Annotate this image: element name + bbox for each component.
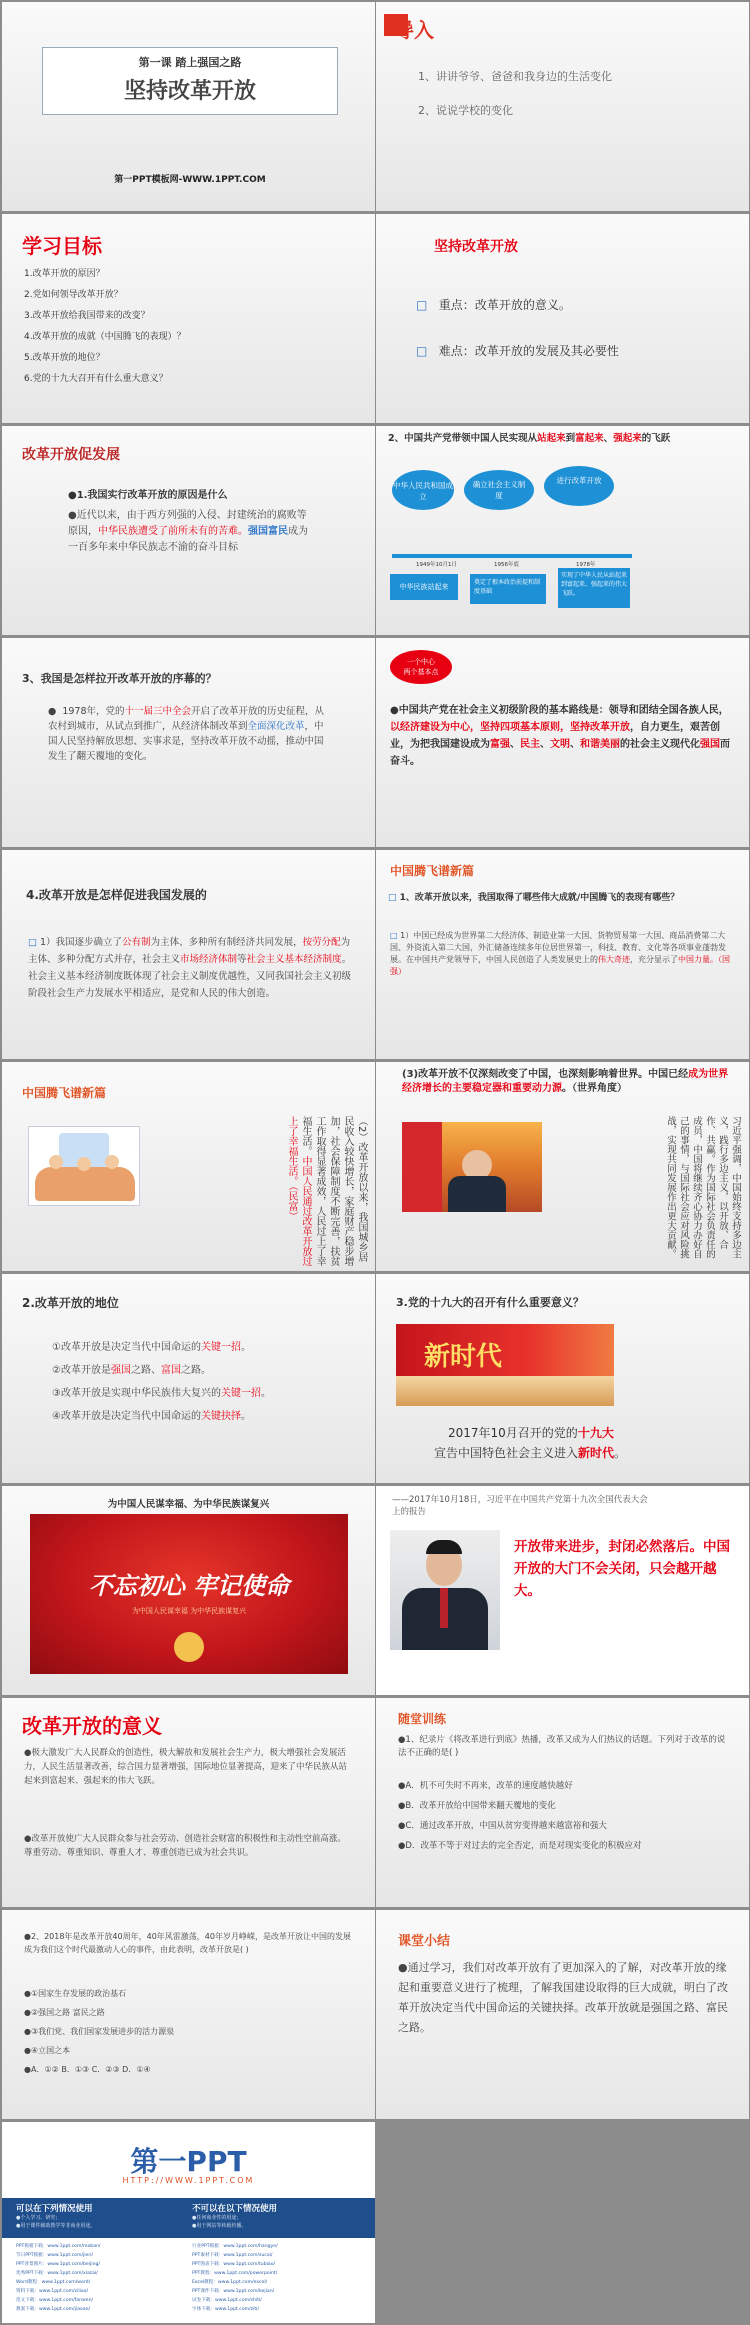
link-item[interactable]: 试卷下载：www.1ppt.com/shiti/ bbox=[192, 2298, 262, 2303]
question: ●1、纪录片《将改革进行到底》热播，改革又成为人们热议的话题。下列对于改革的说法不正确的是( ) bbox=[398, 1735, 726, 1758]
slide-heading: 导入 bbox=[394, 18, 434, 42]
link-item[interactable]: PPT模板下载：www.1ppt.com/moban/ bbox=[16, 2244, 101, 2249]
slide-heading: 课堂小结 bbox=[398, 1934, 451, 1949]
slide-heading: 改革开放促发展 bbox=[22, 447, 120, 463]
option-item: ●C．通过改革开放，中国从贫穷变得越来越富裕和强大 bbox=[398, 1821, 607, 1831]
slide-heading: 改革开放的意义 bbox=[22, 1714, 162, 1738]
slide-quote bbox=[376, 1486, 749, 1695]
slide-basic-line bbox=[376, 638, 749, 847]
slide-title bbox=[2, 2, 375, 211]
link-item[interactable]: PPT背景图片：www.1ppt.com/beijing/ bbox=[16, 2262, 100, 2267]
slide-reform-reason bbox=[2, 426, 375, 635]
timeline-bubble: 中华人民共和国成立 bbox=[392, 470, 454, 510]
option-item: ●④立国之本 bbox=[24, 2046, 71, 2055]
slide-achievements bbox=[376, 850, 749, 1059]
link-item[interactable]: 范文下载：www.1ppt.com/fanwen/ bbox=[16, 2298, 94, 2303]
square-bullet-icon: □ bbox=[416, 344, 428, 358]
slide-heading: 3.党的十九大的召开有什么重要意义？ bbox=[396, 1296, 584, 1309]
link-item[interactable]: 字体下载：www.1ppt.com/ziti/ bbox=[192, 2307, 259, 2312]
answer-text: ●中国共产党在社会主义初级阶段的基本路线是：领导和团结全国各族人民，以经济建设为中心，坚持四项基本原则，坚持改革开放，自力更生，艰苦创业，为把我国建设成为富强、民主、文明、和谐美丽的社会主义现代化强国而奋斗。 bbox=[390, 705, 730, 767]
slide-livelihood bbox=[2, 1062, 375, 1271]
family-illustration bbox=[28, 1126, 140, 1206]
answer-text: ● 1978年，党的十一届三中全会开启了改革开放的历史征程，从农村到城市，从试点到推广，从经济体制改革到全面深化改革，中国人民坚持解放思想、实事求是，坚持改革开放不动摇，推动中国发生了翻天覆地的变化。 bbox=[48, 706, 325, 762]
square-bullet-icon: □ bbox=[416, 298, 428, 312]
link-item[interactable]: PPT教程：www.1ppt.com/powerpoint/ bbox=[192, 2271, 278, 2276]
vertical-text: 习近平强调，中国始终支持多边主义，践行多边主义，以开放、合作、共赢。作为国际社会负责任的成员，中国将继续齐心协力办好自己的事情，与国际社会应对风险挑战，实现共同发展作出更大贡献。 bbox=[665, 1116, 741, 1259]
key-point: □ 重点：改革开放的意义。 bbox=[416, 298, 571, 312]
link-item[interactable]: PPT素材下载：www.1ppt.com/sucai/ bbox=[192, 2253, 273, 2258]
callout-bubble: 一个中心 两个基本点 bbox=[390, 650, 452, 684]
option-item: ●③我们党、我们国家发展进步的活力源泉 bbox=[24, 2027, 175, 2036]
objective-item: 5.改革开放的地位？ bbox=[24, 353, 105, 363]
timeline-box: 奠定了根本政治前提和制度基础 bbox=[470, 574, 546, 604]
summary-text: ●通过学习，我们对改革开放有了更加深入的了解，对改革开放的缘起和重要意义进行了梳理，了解我国建设取得的巨大成就，明白了改革开放决定当代中国命运的关键抉择。改革开放就是强国之路、富民之路。 bbox=[398, 1961, 728, 2034]
objective-list bbox=[24, 264, 364, 390]
slide-heading: 中国腾飞谱新篇 bbox=[390, 864, 475, 878]
objective-item: 6.党的十九大召开有什么重大意义？ bbox=[24, 374, 168, 384]
objective-item: 2.党如何领导改革开放？ bbox=[24, 290, 123, 300]
link-item[interactable]: Word教程：www.1ppt.com/word/ bbox=[16, 2280, 91, 2285]
lesson-label: 第一课 踏上强国之路 bbox=[138, 56, 242, 69]
option-item: ●A．机不可失时不再来，改革的速度越快越好 bbox=[398, 1781, 573, 1791]
link-item[interactable]: 优秀PPT下载：www.1ppt.com/xiazai/ bbox=[16, 2271, 98, 2276]
slide-heading: 4.改革开放是怎样促进我国发展的 bbox=[26, 888, 207, 902]
slide-19th-congress bbox=[376, 1274, 749, 1483]
slide-intro bbox=[376, 2, 749, 211]
congress-line-1: 2017年10月召开的党的十九大 bbox=[448, 1426, 614, 1440]
timeline-bar bbox=[392, 554, 632, 558]
timeline-box: 实现了中华人民从站起来到富起来、强起来的伟大飞跃。 bbox=[558, 568, 630, 608]
square-bullet-icon: □ bbox=[390, 931, 398, 940]
new-era-banner: 新时代 bbox=[396, 1324, 614, 1406]
can-title: 可以在下列情况使用 bbox=[16, 2204, 93, 2214]
slide-heading: 随堂训练 bbox=[398, 1712, 447, 1726]
caption: 为中国人民谋幸福、为中华民族谋复兴 bbox=[107, 1499, 270, 1510]
difficult-point: □ 难点：改革开放的发展及其必要性 bbox=[416, 344, 619, 358]
objective-item: 1.改革开放的原因？ bbox=[24, 269, 105, 279]
option-item: ●②强国之路 富民之路 bbox=[24, 2008, 105, 2017]
slide-heading: 中国腾飞谱新篇 bbox=[22, 1086, 107, 1100]
slide-copyright bbox=[2, 2122, 375, 2323]
square-bullet-icon: □ bbox=[388, 893, 397, 903]
link-item[interactable]: 资料下载：www.1ppt.com/ziliao/ bbox=[16, 2289, 89, 2294]
main-title: 坚持改革开放 bbox=[123, 79, 256, 104]
status-item: ②改革开放是强国之路、富国之路。 bbox=[52, 1365, 211, 1376]
link-item[interactable]: 教案下载：www.1ppt.com/jiaoan/ bbox=[16, 2307, 91, 2312]
footer-text: 第一PPT模板网-WWW.1PPT.COM bbox=[114, 175, 266, 185]
slide-world-impact bbox=[376, 1062, 749, 1271]
question: ●1.我国实行改革开放的原因是什么 bbox=[68, 490, 228, 501]
slide-significance bbox=[2, 1698, 375, 1907]
square-bullet-icon: □ bbox=[28, 937, 37, 948]
answer-text: ●近代以来，由于西方列强的入侵、封建统治的腐败等原因，中华民族遭受了前所未有的苦难。强国富民成为一百多年来中华民族志不渝的奋斗目标 bbox=[68, 510, 308, 553]
timeline-bubble: 进行改革开放 bbox=[544, 466, 614, 506]
speech-photo bbox=[402, 1122, 542, 1212]
objective-item: 4.改革开放的成就（中国腾飞的表现）？ bbox=[24, 332, 186, 342]
significance-p2: ●改革开放使广大人民群众参与社会劳动、创造社会财富的积极性和主动性空前高涨。尊重劳动、尊重知识、尊重人才、尊重创造已成为社会共识。 bbox=[24, 1834, 346, 1858]
slide-heading: (3)改革开放不仅深刻改变了中国，也深刻影响着世界。中国已经成为世界经济增长的主要稳定器和重要动力源。（世界角度） bbox=[402, 1069, 729, 1094]
link-item[interactable]: 行业PPT模板：www.1ppt.com/hangye/ bbox=[192, 2244, 278, 2249]
option-item: ●①国家生存发展的政治基石 bbox=[24, 1989, 127, 1998]
significance-p1: ●极大激发广大人民群众的创造性，极大解放和发展社会生产力，极大增强社会发展活力，人民生活显著改善，综合国力显著增强，国际地位显著提高，迎来了中华民族从站起来到富起来、强起来的伟大飞跃。 bbox=[24, 1748, 348, 1786]
intro-item-1: 1、讲讲爷爷、爸爸和我身边的生活变化 bbox=[418, 70, 612, 83]
question: ●2、2018年是改革开放40周年，40年风雷激荡，40年岁月峥嵘，是改革开放让中国的发展成为我们这个时代最激动人心的事件，由此表明，改革开放是( ) bbox=[24, 1932, 351, 1954]
brand-logo: 第一PPT bbox=[130, 2145, 247, 2178]
link-item[interactable]: PPT图表下载：www.1ppt.com/tubiao/ bbox=[192, 2262, 276, 2267]
timeline-box: 中华民族站起来 bbox=[390, 574, 458, 600]
timeline-year: 1949年10月1日 bbox=[416, 562, 457, 568]
mission-banner: 不忘初心 牢记使命 为中国人民谋幸福 为中华民族谋复兴 bbox=[30, 1514, 348, 1674]
link-list bbox=[16, 2242, 186, 2314]
slide-practice bbox=[376, 1698, 749, 1907]
status-item: ④改革开放是决定当代中国命运的关键抉择。 bbox=[52, 1411, 251, 1422]
slide-timeline bbox=[376, 426, 749, 635]
status-item: ①改革开放是决定当代中国命运的关键一招。 bbox=[52, 1342, 251, 1353]
brand-url: HTTP://WWW.1PPT.COM bbox=[122, 2176, 255, 2185]
slide-heading: 坚持改革开放 bbox=[434, 239, 518, 255]
option-item: ●B．改革开放给中国带来翻天覆地的变化 bbox=[398, 1801, 556, 1811]
vertical-text: （2）改革开放以来，我国城乡居民收入较快增长，家庭财产稳步增加，社会保障制度不断完善，扶贫工作取得显著成效，人民过上了幸福生活。中国人民通过改革开放过上了幸福生活。（民富） bbox=[286, 1116, 367, 1266]
slide-development bbox=[2, 850, 375, 1059]
congress-line-2: 宣告中国特色社会主义进入新时代。 bbox=[434, 1446, 627, 1460]
objective-item: 3.改革开放给我国带来的改变？ bbox=[24, 311, 150, 321]
link-item[interactable]: Excel教程：www.1ppt.com/excel/ bbox=[192, 2280, 268, 2285]
slide-prelude bbox=[2, 638, 375, 847]
slide-mission bbox=[2, 1486, 375, 1695]
quote-text: 开放带来进步，封闭必然落后。中国开放的大门不会关闭，只会越开越大。 bbox=[514, 1539, 730, 1599]
option-list bbox=[24, 1984, 354, 2079]
intro-item-2: 2、说说学校的变化 bbox=[418, 104, 513, 117]
slide-practice-2 bbox=[2, 1910, 375, 2119]
status-item: ③改革开放是实现中华民族伟大复兴的关键一招。 bbox=[52, 1388, 271, 1399]
slide-objectives bbox=[2, 214, 375, 423]
slide-heading: 2.改革开放的地位 bbox=[22, 1296, 119, 1310]
slide-keypoints bbox=[376, 214, 749, 423]
question: □ 1、改革开放以来，我国取得了哪些伟大成就/中国腾飞的表现有哪些？ bbox=[388, 893, 680, 903]
slide-heading: 2、中国共产党带领中国人民实现从站起来到富起来、强起来的飞跃 bbox=[388, 433, 671, 444]
link-item[interactable]: PPT课件下载：www.1ppt.com/kejian/ bbox=[192, 2289, 275, 2294]
usage-bar bbox=[2, 2198, 375, 2238]
cannot-list: ●任何商业性的用途； ●用于网站等转载传播。 bbox=[192, 2215, 247, 2229]
quote-source: ——2017年10月18日，习近平在中国共产党第十九次全国代表大会上的报告 bbox=[392, 1495, 648, 1517]
timeline-year: 1978年 bbox=[576, 562, 596, 568]
slide-status bbox=[2, 1274, 375, 1483]
answer-choices: ●A．①② B．①③ C．②③ D．①④ bbox=[24, 2065, 151, 2074]
cannot-title: 不可以在以下情况使用 bbox=[192, 2204, 278, 2214]
slide-heading: 学习目标 bbox=[22, 234, 102, 258]
slide-summary bbox=[376, 1910, 749, 2119]
answer-text: □ 1）中国已经成为世界第二大经济体、制造业第一大国、货物贸易第一大国、商品消费第二大国、外资流入第二大国，外汇储备连续多年位居世界第一，科技、教育、文化等各项事业蓬勃发展。在中国共产党领导下，中国人民创造了人类发展史上的伟大奇迹，充分显示了中国力量。（国强） bbox=[390, 931, 730, 976]
option-item: ●D．改革不等于对过去的完全否定，而是对现实变化的积极应对 bbox=[398, 1841, 642, 1851]
link-list-2 bbox=[192, 2242, 362, 2314]
speaker-photo bbox=[390, 1530, 500, 1650]
timeline-bubble: 确立社会主义制度 bbox=[464, 470, 534, 510]
link-item[interactable]: 节日PPT模板：www.1ppt.com/jieri/ bbox=[16, 2253, 94, 2258]
can-list: ●个人学习、研究； ●用于课件辅助教学等非商业用途。 bbox=[16, 2215, 96, 2229]
timeline-year: 1956年底 bbox=[494, 562, 519, 568]
answer-text: □ 1）我国逐步确立了公有制为主体、多种所有制经济共同发展，按劳分配为主体、多种分配方式并存，社会主义市场经济体制等社会主义基本经济制度。社会主义基本经济制度既体现了社会主义制度优越性，又同我国社会主义初级阶段社会生产力发展水平相适应，是党和人民的伟大创造。 bbox=[28, 937, 352, 999]
party-emblem-icon bbox=[174, 1632, 204, 1662]
question: 3、我国是怎样拉开改革开放的序幕的？ bbox=[22, 672, 217, 685]
status-list bbox=[52, 1336, 352, 1428]
option-list bbox=[398, 1776, 732, 1856]
